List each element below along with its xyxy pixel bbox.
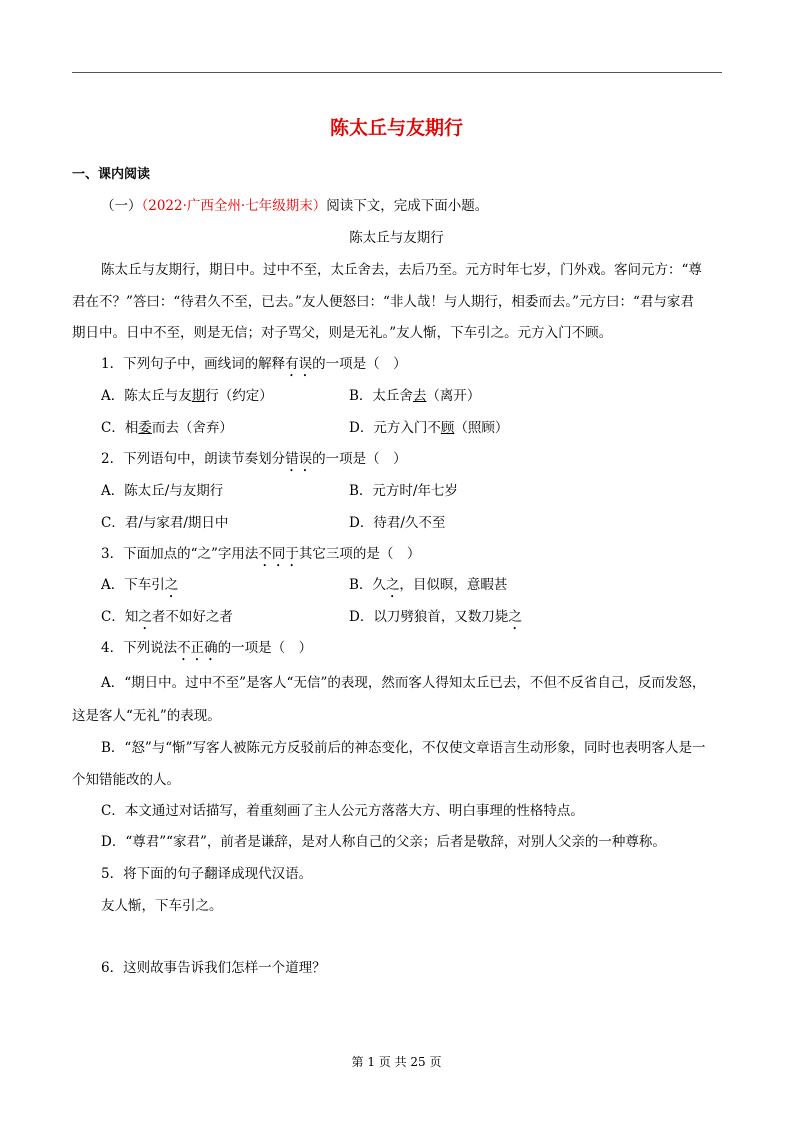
question-4-stem: 4．下列说法不正确的一项是（ ） — [101, 640, 313, 656]
q4-option-a-cont: 这是客人“无礼”的表现。 — [72, 708, 221, 724]
q4-option-a: A．“期日中。过中不至”是客人“无信”的表现，然而客人得知太丘已去，不但不反省自己，反而发怒， — [101, 675, 706, 691]
passage-title: 陈太丘与友期行 — [349, 230, 444, 246]
page-title: 陈太丘与友期行 — [329, 117, 463, 139]
header-rule — [72, 72, 722, 73]
q1-option-a: A．陈太丘与友期行（约定） — [101, 388, 273, 404]
question-2-stem: 2．下列语句中，朗读节奏划分错误的一项是（ ） — [101, 451, 407, 467]
q3-option-c: C．知之者不如好之者 — [101, 609, 233, 625]
question-3-stem: 3．下面加点的“之”字用法不同于其它三项的是（ ） — [101, 546, 421, 562]
intro-instruction: 阅读下文，完成下面小题。 — [326, 198, 489, 214]
q5-sentence: 友人惭，下车引之。 — [101, 898, 223, 914]
question-1-stem: 1．下列句子中，画线词的解释有误的一项是（ ） — [101, 356, 407, 372]
q1-option-d: D．元方入门不顾（照顾） — [349, 420, 509, 436]
page-footer: 第 1 页 共 25 页 — [351, 1055, 442, 1069]
passage-line: 陈太丘与友期行，期日中。过中不至，太丘舍去，去后乃至。元方时年七岁，门外戏。客问元方：“尊 — [101, 262, 702, 278]
question-6-stem: 6．这则故事告诉我们怎样一个道理？ — [101, 960, 326, 976]
q3-option-b: B．久之，目似暝，意暇甚 — [349, 577, 508, 593]
q4-option-c: C．本文通过对话描写，着重刻画了主人公元方落落大方、明白事理的性格特点。 — [101, 803, 584, 819]
q2-option-b: B．元方时/年七岁 — [349, 483, 458, 499]
intro-line — [101, 196, 488, 216]
q4-option-b: B．“怒”与“惭”写客人被陈元方反驳前后的神态变化，不仅使文章语言生动形象，同时也表明客人是一 — [101, 740, 706, 756]
q2-option-c: C．君/与家君/期日中 — [101, 515, 229, 531]
passage-line: 君在不？”答曰：“待君久不至，已去。”友人便怒曰：“非人哉！与人期行，相委而去。”元方曰：“君与家君 — [72, 294, 694, 310]
q1-option-b: B．太丘舍去（离开） — [349, 388, 481, 404]
q4-option-b-cont: 个知错能改的人。 — [72, 772, 180, 788]
q4-option-d: D．“尊君”“家君”，前者是谦辞，是对人称自己的父亲；后者是敬辞，对别人父亲的一种尊称。 — [101, 834, 666, 850]
q3-option-a: A．下车引之 — [101, 577, 179, 593]
intro-prefix: （一） — [101, 198, 142, 214]
q2-option-a: A．陈太丘/与友期行 — [101, 483, 224, 499]
section-heading: 一、课内阅读 — [72, 167, 151, 182]
q1-option-c: C．相委而去（舍弃） — [101, 420, 233, 436]
q3-option-d: D．以刀劈狼首，又数刀毙之 — [349, 609, 522, 625]
q2-option-d: D．待君/久不至 — [349, 515, 446, 531]
question-5-stem: 5．将下面的句子翻译成现代汉语。 — [101, 866, 313, 882]
passage-line: 期日中。日中不至，则是无信；对子骂父，则是无礼。”友人惭，下车引之。元方入门不顾。 — [72, 325, 613, 341]
source-tag: （2022·广西全州·七年级期末） — [141, 198, 327, 214]
